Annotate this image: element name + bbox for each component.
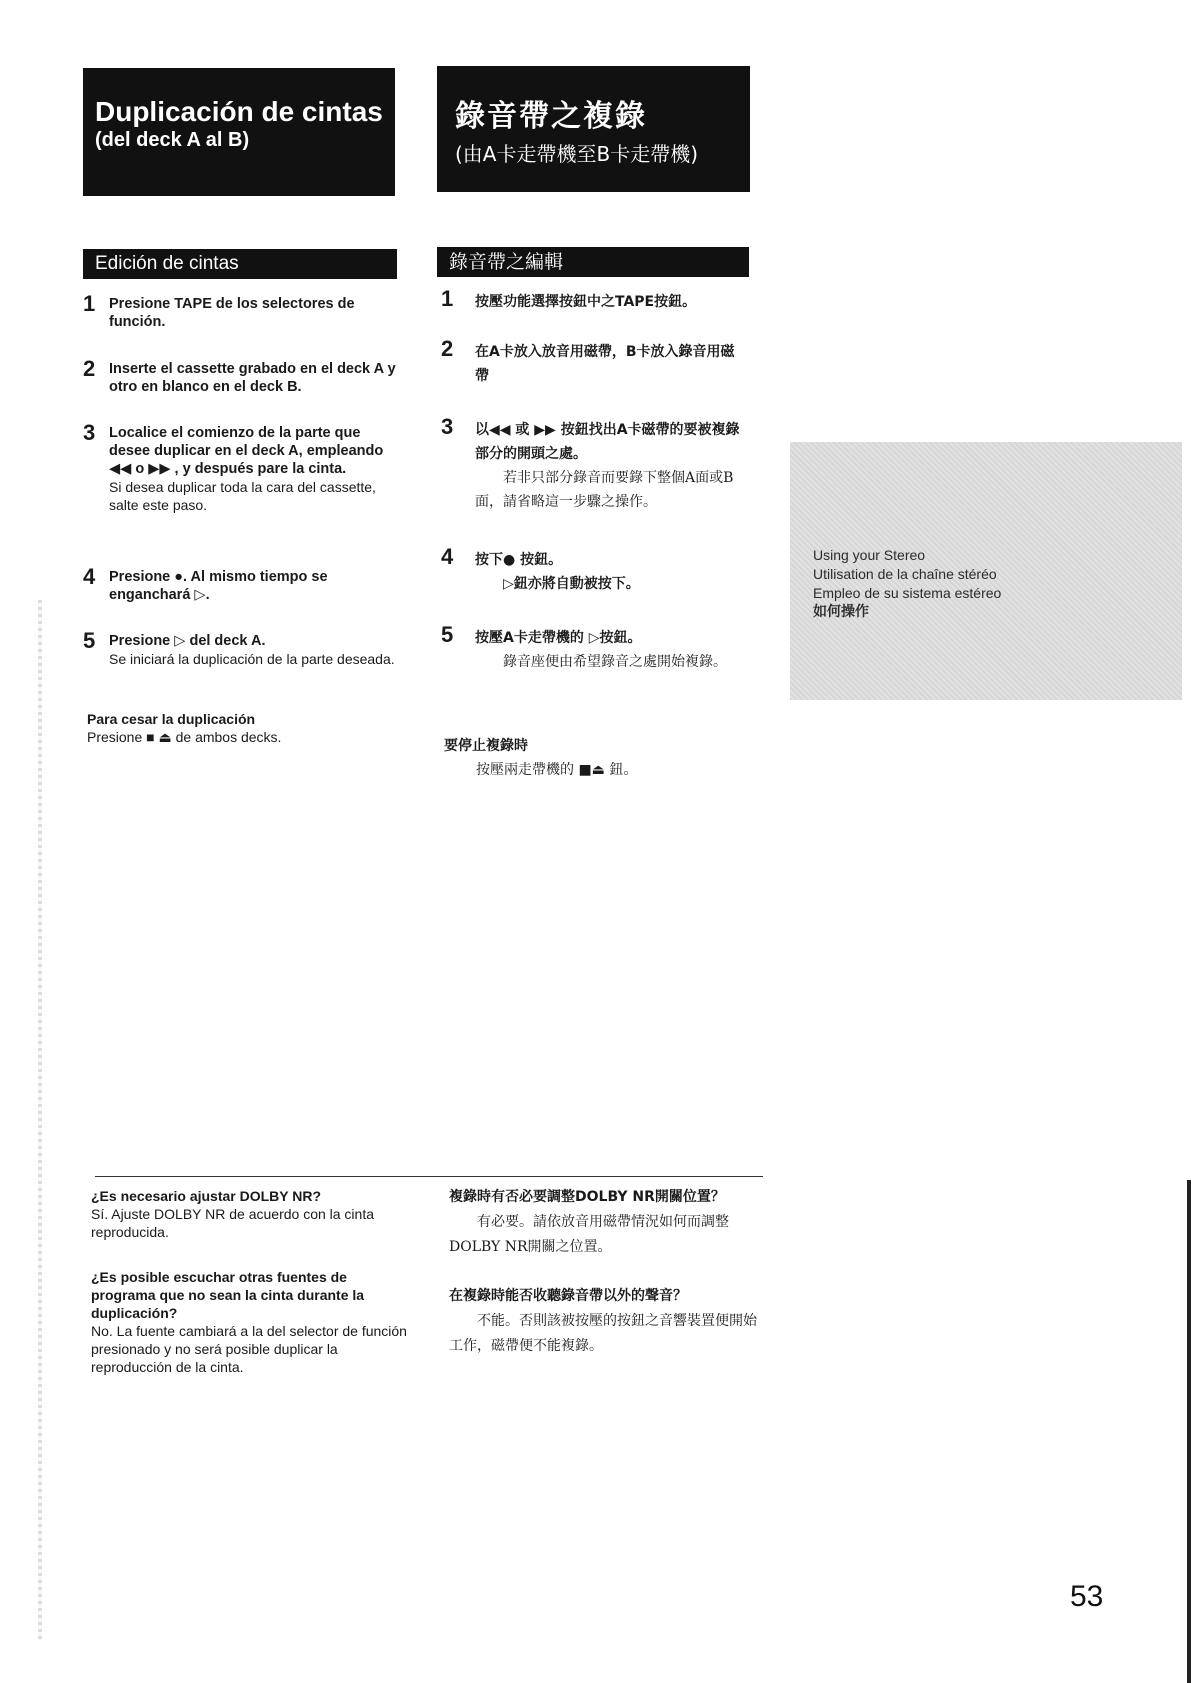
- faq-answer: Sí. Ajuste DOLBY NR de acuerdo con la cinta reproducida.: [91, 1206, 375, 1240]
- step-number: 5: [83, 628, 96, 653]
- step-note: 若非只部分錄音而要錄下整個A面或B面，請省略這一步驟之操作。: [475, 470, 734, 510]
- section-heading-zh: 錄音帶之編輯: [437, 247, 749, 277]
- step-number: 4: [83, 564, 96, 589]
- step-note: ▷鈕亦將自動被按下。: [503, 576, 640, 592]
- step-number: 3: [441, 414, 454, 439]
- stop-heading-zh: 要停止複錄時: [444, 738, 528, 754]
- faq-answer: 有必要。請依放音用磁帶情況如何而調整DOLBY NR開關之位置。: [449, 1214, 729, 1255]
- step-number: 2: [441, 336, 454, 361]
- faq-question: 複錄時有否必要調整DOLBY NR開關位置？: [449, 1189, 725, 1205]
- faq-question: ¿Es posible escuchar otras fuentes de programa que no sean la cinta durante la duplicación?: [91, 1269, 365, 1321]
- faq-answer: No. La fuente cambiará a la del selector de función presionado y no será posible duplicar la reproducción de la cinta.: [91, 1323, 407, 1375]
- step-note: Se iniciará la duplicación de la parte deseada.: [109, 651, 395, 667]
- step-number: 5: [441, 622, 454, 647]
- scan-edge-left: [38, 600, 42, 1640]
- divider: [95, 1176, 763, 1177]
- step-text: 按下● 按鈕。: [475, 552, 563, 568]
- section-tab-fr: Utilisation de la chaîne stéréo: [813, 566, 997, 582]
- step-number: 1: [441, 286, 454, 311]
- step-number: 2: [83, 356, 96, 381]
- step-number: 1: [83, 291, 96, 316]
- title-es-line1: Duplicación de cintas: [95, 96, 383, 127]
- faq-question: ¿Es necesario ajustar DOLBY NR?: [91, 1188, 322, 1204]
- title-es-line2: (del deck A al B): [95, 129, 250, 151]
- faq-answer: 不能。否則該被按壓的按鈕之音響裝置便開始工作，磁帶便不能複錄。: [449, 1313, 757, 1354]
- title-zh-line1: 錄音帶之複錄: [455, 99, 647, 134]
- title-zh-line2: (由A卡走帶機至B卡走帶機): [455, 142, 699, 166]
- step-number: 4: [441, 544, 454, 569]
- step-text: 以◀◀ 或 ▶▶ 按鈕找出A卡磁帶的要被複錄部分的開頭之處。: [475, 422, 740, 462]
- step-text: 按壓功能選擇按鈕中之TAPE按鈕。: [475, 294, 697, 310]
- section-tab-zh: 如何操作: [813, 604, 869, 620]
- faq-question: 在複錄時能否收聽錄音帶以外的聲音？: [449, 1288, 687, 1304]
- scan-edge-right: [1187, 1180, 1191, 1683]
- stop-heading-es: Para cesar la duplicación: [87, 711, 256, 727]
- step-note: Si desea duplicar toda la cara del cassette, salte este paso.: [109, 479, 376, 513]
- faq-es-2: [91, 1268, 411, 1376]
- step-text: Presione TAPE de los selectores de función.: [109, 296, 355, 330]
- page-number: 53: [1070, 1580, 1104, 1613]
- faq-zh-1: [449, 1185, 769, 1260]
- faq-es-1: [91, 1187, 411, 1241]
- stop-text-es: Presione ■ ⏏ de ambos decks.: [87, 729, 282, 745]
- step-note: 錄音座便由希望錄音之處開始複錄。: [503, 654, 727, 670]
- step-text: Presione ▷ del deck A.: [109, 633, 266, 649]
- stop-text-zh: 按壓兩走帶機的 ■⏏ 鈕。: [476, 762, 638, 778]
- section-tab-en: Using your Stereo: [813, 547, 926, 563]
- section-tab-es: Empleo de su sistema estéreo: [813, 585, 1002, 601]
- stop-note-zh: [444, 734, 744, 782]
- title-es: [83, 68, 395, 196]
- section-heading-es: Edición de cintas: [83, 249, 397, 279]
- step-text: Inserte el cassette grabado en el deck A y otro en blanco en el deck B.: [109, 361, 396, 395]
- step-number: 3: [83, 420, 96, 445]
- faq-zh-2: [449, 1284, 769, 1359]
- step-text: Presione ●. Al mismo tiempo se enganchará ▷.: [109, 569, 328, 603]
- step-text: 在A卡放入放音用磁帶，B卡放入錄音用磁帶: [475, 344, 735, 384]
- step-text: 按壓A卡走帶機的 ▷按鈕。: [475, 630, 642, 646]
- stop-note-es: [87, 710, 407, 746]
- step-text: Localice el comienzo de la parte que desee duplicar en el deck A, empleando ◀◀ o ▶▶ , y después pare la cinta.: [109, 425, 384, 477]
- section-tab: [790, 442, 1182, 700]
- title-zh: [437, 66, 750, 192]
